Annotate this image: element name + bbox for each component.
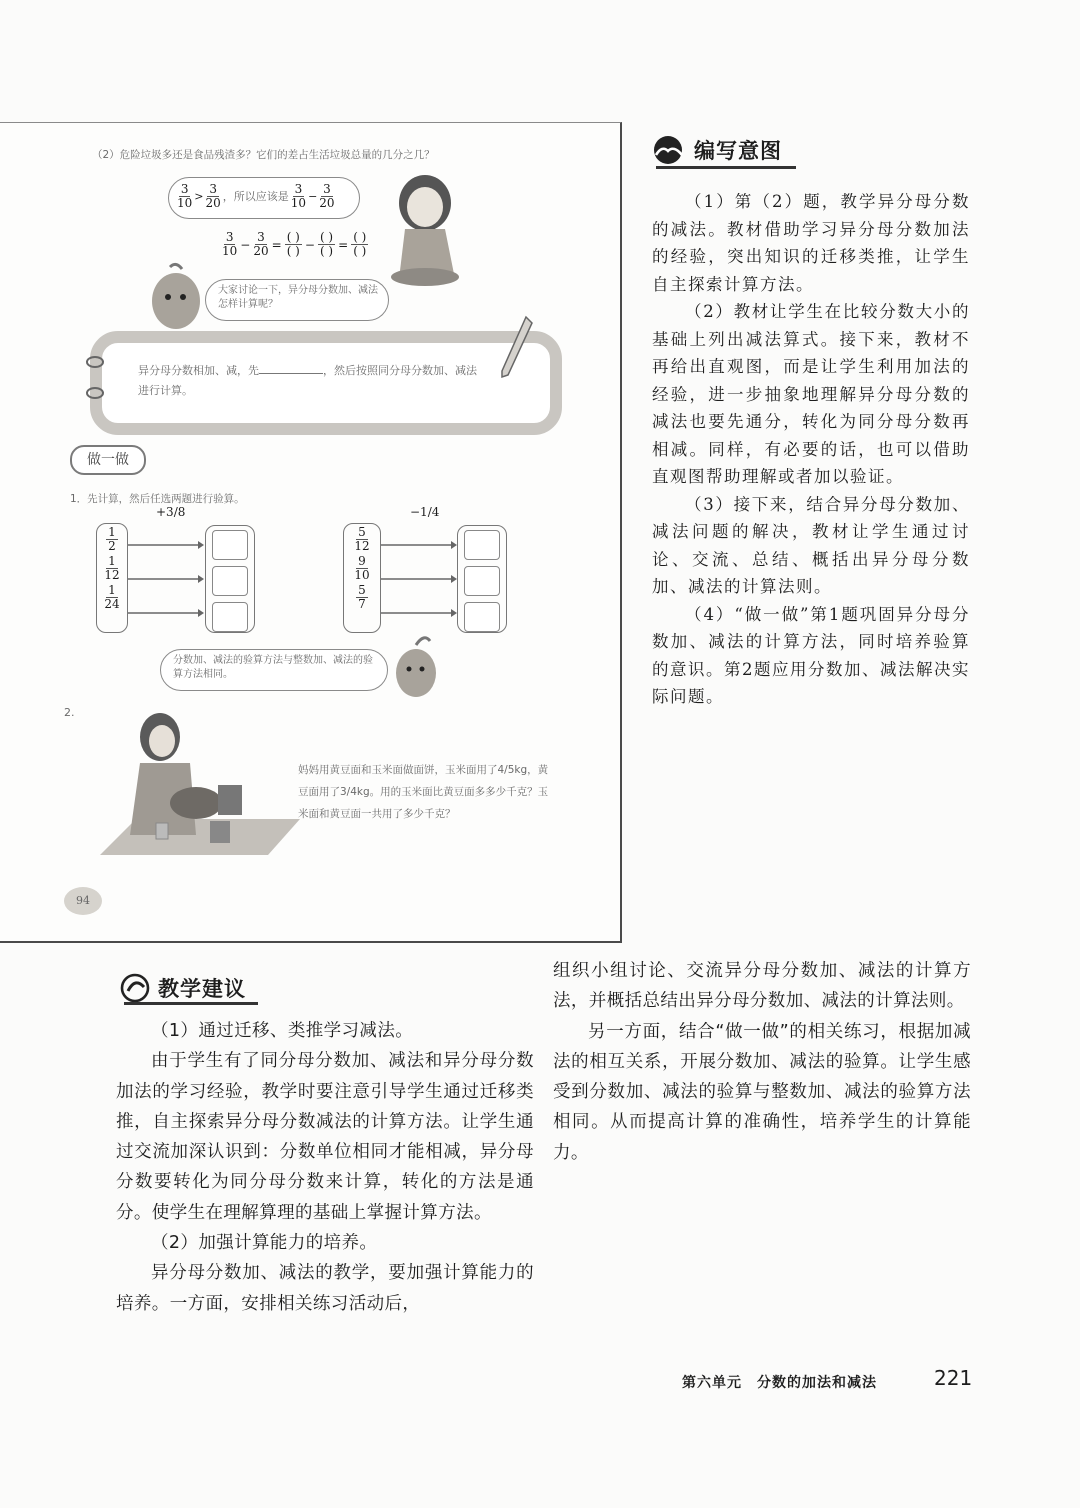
frac-num: 9	[358, 554, 366, 568]
frac-num: 1	[108, 525, 116, 539]
left-fraction-group	[96, 523, 128, 633]
open-book-icon	[650, 135, 688, 165]
footer-page-number: 221	[934, 1366, 973, 1390]
suggest-para-2: 由于学生有了同分母分数加、减法和异分母分数加法的学习经验，教学时要注意引导学生通过迁移类推，自主探索异分母分数减法的计算方法。让学生通过交流加深认识到：分数单位相同才能相减，异分母分数要转化为同分母分数来计算，转化的方法是通分。使学生在理解算理的基础上掌握计算方法。	[116, 1051, 534, 1223]
suggest-para-4: 异分母分数加、减法的教学，要加强计算能力的培养。一方面，安排相关练习活动后，	[116, 1263, 534, 1314]
formula-line: $\frac{3}{10}$ − $\frac{3}{20}$ = $\frac{( )}{( )}$ − $\frac{( )}{( )}$ = $\frac{( )}{( )}$	[222, 230, 367, 258]
rule-box	[90, 331, 562, 435]
ring-binder-icon	[84, 347, 106, 417]
left-operator: +3/8	[156, 505, 186, 519]
answer-box	[212, 602, 248, 632]
frac-num: 1	[108, 583, 116, 597]
question-2: （2）危险垃圾多还是食品残渣多？它们的差占生活垃圾总量的几分之几？	[92, 149, 435, 161]
exercise-2-text: 妈妈用黄豆面和玉米面做面饼，玉米面用了4/5kg，黄豆面用了3/4kg。用的玉米面比黄豆面多多少千克？玉米面和黄豆面一共用了多少千克？	[298, 764, 549, 820]
textbook-page-number: 94	[64, 887, 102, 915]
answer-box	[464, 602, 500, 632]
suggest-para-3: （2）加强计算能力的培养。	[151, 1233, 378, 1254]
answer-box	[212, 530, 248, 560]
frac-den: 12	[354, 539, 370, 553]
suggest-column-left	[116, 1016, 534, 1319]
textbook-page	[0, 122, 622, 943]
intent-para-3: （3）接下来，结合异分母分数加、减法问题的解决，教材让学生通过讨论、交流、总结、概括出异分母分数加、减法的计算法则。	[652, 494, 970, 596]
suggest-para-5: 组织小组讨论、交流异分母分数加、减法的计算方法，并概括总结出异分母分数加、减法的计算法则。	[553, 961, 971, 1012]
intent-para-4: （4）“做一做”第1题巩固异分母分数加、减法的计算方法，同时培养验算的意识。第2题应用分数加、减法解决实际问题。	[652, 604, 970, 706]
intent-title: 编写意图	[694, 139, 782, 163]
girl-illustration	[385, 167, 470, 287]
mascot-speech-bubble	[205, 279, 389, 321]
intent-para-2: （2）教材让学生在比较分数大小的基础上列出减法算式。接下来，教材不再给出直观图，而是让学生利用加法的经验，进一步抽象地理解异分母分数的减法也要先通分，转化为同分母分数再相减。同样，有必要的话，也可以借助直观图帮助理解或者加以验证。	[652, 302, 970, 486]
check-bubble-text: 分数加、减法的验算方法与整数加、减法的验算方法相同。	[173, 655, 373, 680]
intent-body	[652, 188, 970, 711]
frac-den: 2	[108, 539, 116, 553]
suggest-column-right	[553, 956, 971, 1168]
right-fraction-group	[343, 523, 381, 633]
intent-para-1: （1）第（2）题，教学异分母分数的减法。教材借助学习异分母分数加法的经验，突出知识的迁移类推，让学生自主探索计算方法。	[652, 192, 970, 294]
pencil-icon	[498, 313, 534, 383]
exercise-1-text: 1．先计算，然后任选两题进行验算。	[70, 493, 245, 505]
suggest-para-6: 另一方面，结合“做一做”的相关练习，根据加减法的相互关系，开展分数加、减法的验算。让学生感受到分数加、减法的验算与整数加、减法的验算方法相同。从而提高计算的准确性，培养学生的计算能力。	[553, 1021, 971, 1163]
left-arrows	[126, 527, 204, 631]
zuoyizuo-badge: 做一做	[70, 445, 146, 475]
suggest-header	[118, 970, 246, 1006]
right-arrows	[379, 527, 457, 631]
exercise-2-number: 2.	[64, 706, 75, 719]
rule-text	[138, 361, 478, 401]
frac-num: 5	[358, 525, 366, 539]
frac-den: 10	[354, 568, 370, 582]
right-answer-group	[457, 525, 507, 633]
mother-cooking-illustration	[100, 697, 300, 859]
right-operator: −1/4	[410, 505, 440, 519]
answer-box	[464, 530, 500, 560]
check-speech-bubble	[160, 649, 388, 691]
footer-unit: 第六单元 分数的加法和减法	[682, 1375, 877, 1391]
left-answer-group	[205, 525, 255, 633]
mascot-illustration-2	[392, 631, 440, 701]
suggest-title: 教学建议	[158, 977, 246, 1001]
rule-text-a: 异分母分数相加、减，先	[138, 364, 259, 377]
suggest-para-1: （1）通过迁移、类推学习减法。	[151, 1021, 414, 1041]
frac-num: 1	[108, 554, 116, 568]
frac-den: 12	[104, 568, 120, 582]
answer-box	[464, 566, 500, 596]
answer-box	[212, 566, 248, 596]
intent-underline	[656, 166, 796, 169]
frac-den: 7	[358, 597, 366, 611]
rule-text-b: ，然后按照同分母分数加、减法进行计算。	[138, 364, 477, 397]
suggest-underline	[124, 1002, 258, 1005]
bubble-girl-text: ，所以应该是	[222, 189, 289, 203]
frac-num: 5	[358, 583, 366, 597]
mascot-illustration	[148, 261, 204, 333]
bulb-icon	[118, 973, 156, 1003]
intent-header	[650, 130, 782, 170]
girl-speech-bubble: $\frac{3}{10}$ > $\frac{3}{20}$ ，所以应该是 $\frac{3}{10}$ − $\frac{3}{20}$	[168, 177, 360, 219]
frac-den: 24	[104, 597, 120, 611]
mascot-bubble-text: 大家讨论一下，异分母分数加、减法怎样计算呢？	[218, 285, 378, 310]
